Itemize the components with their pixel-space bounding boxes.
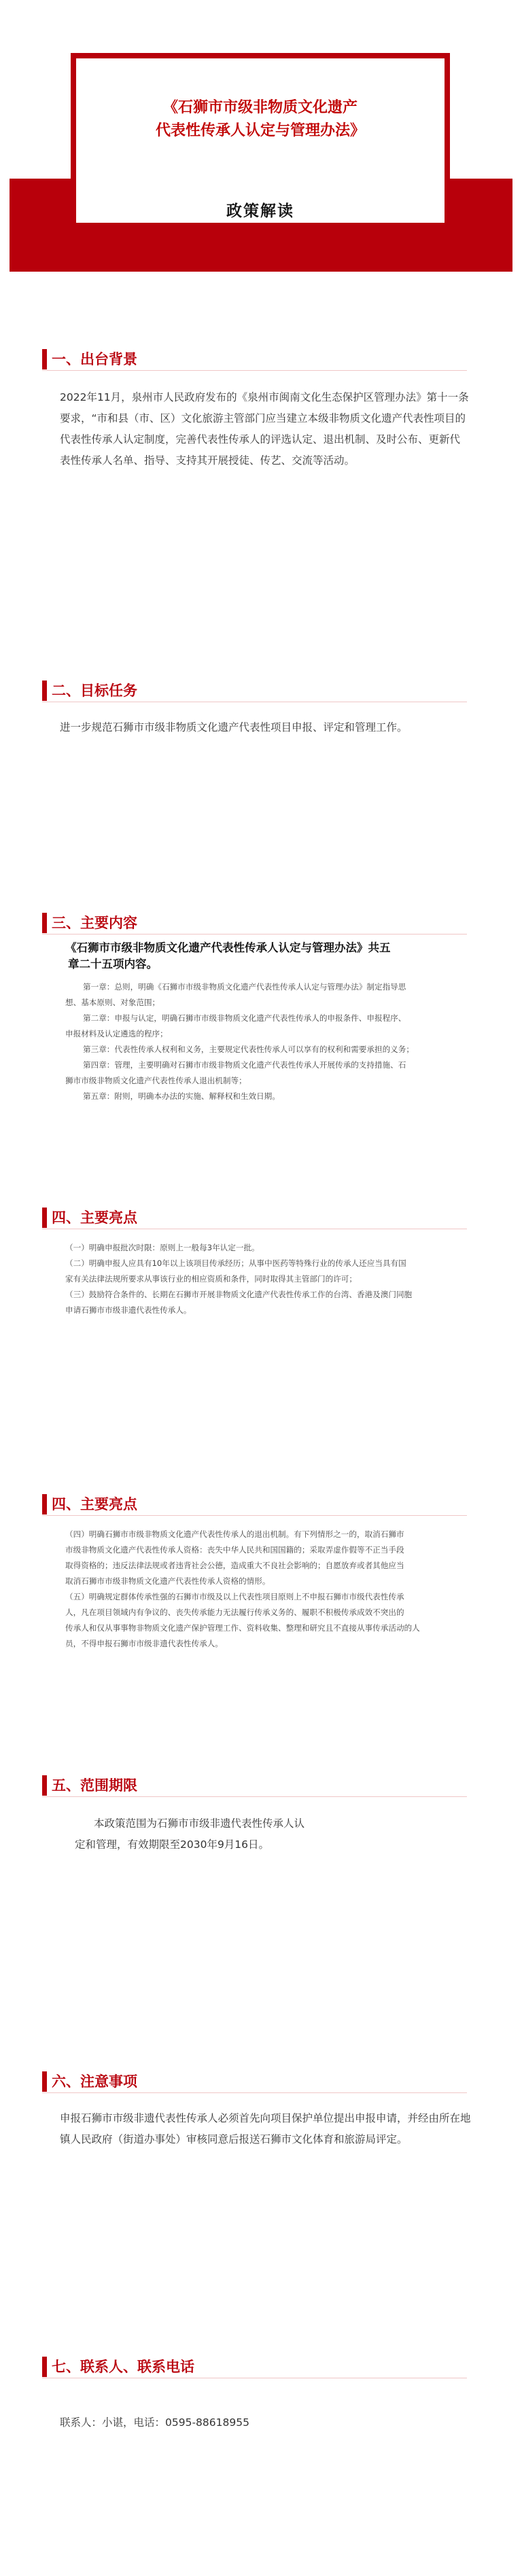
section-title: 三、主要内容 xyxy=(52,915,137,931)
section-body: 进一步规范石狮市市级非物质文化遗产代表性项目申报、评定和管理工作。 xyxy=(60,721,408,733)
page-title-line-1: 《石狮市市级非物质文化遗产 xyxy=(162,99,358,116)
list-item: 第三章：代表性传承人权利和义务，主要规定代表性传承人可以享有的权利和需要承担的义务； xyxy=(83,1045,414,1054)
list-item: （二）明确申报人应具有10年以上该项目传承经历；从事中医药等特殊行业的传承人还应当具有国 xyxy=(65,1258,406,1268)
section-body: 申报石狮市市级非遗代表性传承人必须首先向项目保护单位提出申报申请，并经由所在地镇人民政府（街道办事处）审核同意后报送石狮市文化体育和旅游局评定。 xyxy=(60,2112,471,2145)
section-divider xyxy=(42,2092,467,2093)
section-subheading-line-1: 《石狮市市级非物质文化遗产代表性传承人认定与管理办法》共五 xyxy=(65,941,391,954)
section-title: 五、范围期限 xyxy=(52,1777,137,1794)
banner-subtitle: 政策解读 xyxy=(226,202,294,220)
list-item: （五）明确规定群体传承性强的石狮市市级及以上代表性项目原则上不申报石狮市市级代表性传承 xyxy=(65,1592,404,1601)
section-body-line-2: 定和管理，有效期限至2030年9月16日。 xyxy=(75,1838,270,1851)
list-item: 传承人和仅从事事物非物质文化遗产保护管理工作、资料收集、整理和研究且不直接从事传承活动的人 xyxy=(65,1623,420,1633)
section-marker xyxy=(42,1208,47,1228)
list-item: 申请石狮市市级非遗代表性传承人。 xyxy=(65,1305,192,1315)
content-list xyxy=(65,979,487,1104)
contact-info: 联系人：小谌，电话：0595-88618955 xyxy=(60,2416,249,2429)
list-item: 人，凡在项目领域内有争议的、丧失传承能力无法履行传承义务的、履职不积极传承成效不突出的 xyxy=(65,1608,404,1617)
list-item: 取得资格的；违反法律法规或者违背社会公德，造成重大不良社会影响的；自愿放弃或者其他应当 xyxy=(65,1561,404,1570)
section-marker xyxy=(42,349,47,369)
list-item: 市级非物质文化遗产代表性传承人资格：丧失中华人民共和国国籍的；采取弄虚作假等不正当手段 xyxy=(65,1545,404,1555)
section-body: 2022年11月，泉州市人民政府发布的《泉州市闽南文化生态保护区管理办法》第十一条要求，“市和县（市、区）文化旅游主管部门应当建立本级非物质文化遗产代表性项目的代表性传承人认定制度，完善代表性传承人的评选认定、退出机制、及时公布、更新代表性传承人名单、指导、支持其开展授徒、传艺、交流等活动。 xyxy=(60,391,469,467)
section-title: 六、注意事项 xyxy=(52,2073,137,2090)
section-title: 一、出台背景 xyxy=(52,351,137,367)
list-item: 取消石狮市市级非物质文化遗产代表性传承人资格的情形。 xyxy=(65,1576,271,1586)
section-subheading-line-2: 章二十五项内容。 xyxy=(68,958,158,970)
list-item: 想、基本原则、对象范围； xyxy=(65,998,160,1007)
list-item: 第一章：总则，明确《石狮市市级非物质文化遗产代表性传承人认定与管理办法》制定指导思 xyxy=(83,982,406,992)
list-item: 家有关法律法规所要求从事该行业的相应资质和条件，同时取得其主管部门的许可； xyxy=(65,1274,357,1284)
section-marker xyxy=(42,1775,47,1796)
section-title: 四、主要亮点 xyxy=(52,1210,137,1226)
section-divider xyxy=(42,1515,467,1516)
list-item: （一）明确申报批次时限：原则上一般每3年认定一批。 xyxy=(65,1243,260,1252)
section-divider xyxy=(42,934,467,935)
list-item: 第二章：申报与认定，明确石狮市市级非物质文化遗产代表性传承人的申报条件、申报程序、 xyxy=(83,1013,406,1023)
list-item: （三）鼓励符合条件的、长期在石狮市开展非物质文化遗产代表性传承工作的台湾、香港及澳门同胞 xyxy=(65,1290,413,1299)
list-item: 员，不得申报石狮市市级非遗代表性传承人。 xyxy=(65,1639,223,1648)
section-marker xyxy=(42,913,47,933)
section-marker xyxy=(42,681,47,701)
list-item: 狮市市级非物质文化遗产代表性传承人退出机制等； xyxy=(65,1076,247,1085)
section-divider xyxy=(42,370,467,371)
highlights-list-continued xyxy=(65,1527,487,1652)
section-marker xyxy=(42,1494,47,1514)
section-title: 四、主要亮点 xyxy=(52,1496,137,1512)
list-item: （四）明确石狮市市级非物质文化遗产代表性传承人的退出机制。有下列情形之一的，取消石狮市 xyxy=(65,1529,404,1539)
section-title: 二、目标任务 xyxy=(52,683,137,699)
highlights-list xyxy=(65,1240,487,1318)
title-box xyxy=(71,53,450,223)
section-body-line-1: 本政策范围为石狮市市级非遗代表性传承人认 xyxy=(94,1817,305,1830)
section-marker xyxy=(42,2071,47,2092)
list-item: 第五章：附则，明确本办法的实施、解释权和生效日期。 xyxy=(83,1091,280,1101)
page-title-line-2: 代表性传承人认定与管理办法》 xyxy=(155,122,365,139)
section-divider xyxy=(42,1796,467,1797)
section-marker xyxy=(42,2357,47,2377)
list-item: 第四章：管理，主要明确对石狮市市级非物质文化遗产代表性传承人开展传承的支持措施、石 xyxy=(83,1060,406,1070)
list-item: 申报材料及认定遴选的程序； xyxy=(65,1029,168,1038)
section-title: 七、联系人、联系电话 xyxy=(52,2359,194,2375)
